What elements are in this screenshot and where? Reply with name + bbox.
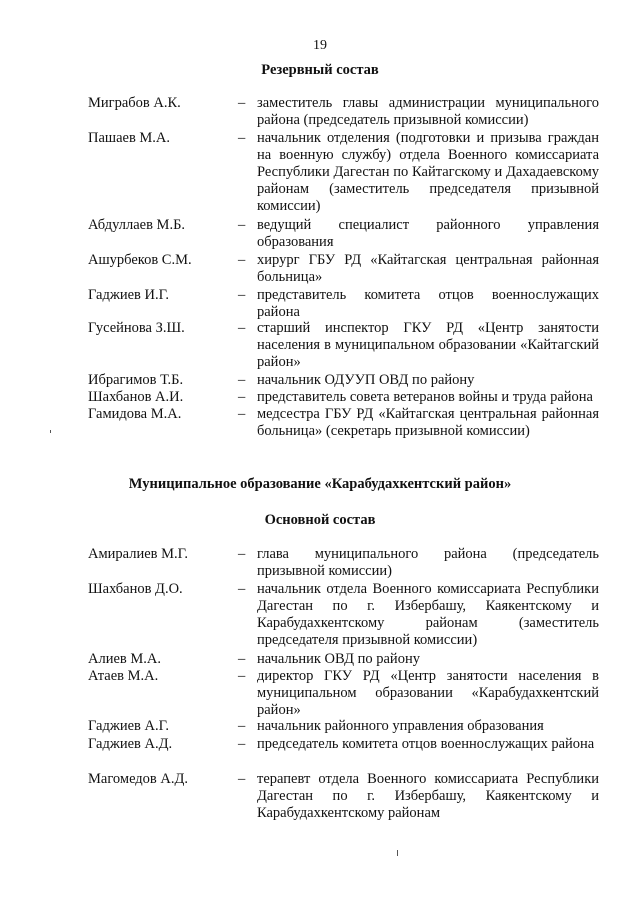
list-item [88,287,600,320]
member-role: начальник отделения (подготовки и призыва граждан на военную службу) отдела Военного комиссариата Республики Дагестан по Кайтагскому и Дахадаевскому районам (заместитель председателя призывной комиссии) [257,130,599,214]
dash-separator: – [238,651,246,667]
scan-artifact [50,430,51,433]
member-role: хирург ГБУ РД «Кайтагская центральная районная больница» [257,252,599,285]
member-name: Ашурбеков С.М. [88,252,192,268]
dash-separator: – [238,130,246,146]
member-role: начальник ОДУУП ОВД по району [257,372,475,388]
list-item [88,668,600,718]
list-item [88,771,600,821]
member-name: Гаджиев А.Г. [88,718,169,734]
member-role: терапевт отдела Военного комиссариата Республики Дагестан по г. Избербашу, Каякентскому и Карабудахкентскому районам [257,771,599,821]
member-role: начальник районного управления образования [257,718,544,734]
dash-separator: – [238,320,246,336]
member-name: Гаджиев А.Д. [88,736,173,752]
member-name: Миграбов А.К. [88,95,181,111]
dash-separator: – [238,718,246,734]
member-name: Пашаев М.А. [88,130,171,146]
list-item [88,546,600,579]
list-item [88,217,600,250]
dash-separator: – [238,668,246,684]
list-item [88,718,600,738]
member-name: Амиралиев М.Г. [88,546,189,562]
member-name: Гусейнова З.Ш. [88,320,185,336]
section-heading-reserve: Резервный состав [261,62,379,78]
list-item [88,320,600,370]
member-role: заместитель главы администрации муниципального района (председатель призывной комиссии) [257,95,599,128]
list-item [88,252,600,285]
dash-separator: – [238,372,246,388]
list-item [88,95,600,128]
list-item [88,581,600,648]
member-name: Гамидова М.А. [88,406,182,422]
member-name: Абдуллаев М.Б. [88,217,186,233]
list-item [88,406,600,439]
dash-separator: – [238,736,246,752]
dash-separator: – [238,546,246,562]
page-number: 19 [313,38,327,53]
dash-separator: – [238,581,246,597]
scan-artifact [397,850,398,856]
member-role: глава муниципального района (председатель призывной комиссии) [257,546,599,579]
member-role: представитель комитета отцов военнослужащих района [257,287,599,320]
member-name: Ибрагимов Т.Б. [88,372,184,388]
member-role: ведущий специалист районного управления образования [257,217,599,250]
list-item [88,130,600,214]
dash-separator: – [238,95,246,111]
section-heading-main: Основной состав [264,512,376,528]
member-name: Магомедов А.Д. [88,771,189,787]
member-role: начальник ОВД по району [257,651,420,667]
dash-separator: – [238,389,246,405]
member-name: Шахбанов Д.О. [88,581,183,597]
list-item [88,736,600,756]
dash-separator: – [238,771,246,787]
member-name: Атаев М.А. [88,668,159,684]
member-role: председатель комитета отцов военнослужащих района [257,736,595,752]
dash-separator: – [238,252,246,268]
dash-separator: – [238,287,246,303]
member-role: медсестра ГБУ РД «Кайтагская центральная районная больница» (секретарь призывной комиссии) [257,406,599,439]
section-heading-municipality: Муниципальное образование «Карабудахкентский район» [128,476,512,492]
member-role: старший инспектор ГКУ РД «Центр занятости населения в муниципальном образовании «Кайтагский район» [257,320,599,370]
member-name: Шахбанов А.И. [88,389,184,405]
member-role: директор ГКУ РД «Центр занятости населения в муниципальном образовании «Карабудахкентский район» [257,668,599,718]
dash-separator: – [238,217,246,233]
member-role: начальник отдела Военного комиссариата Республики Дагестан по г. Избербашу, Каякентскому и Карабудахкентскому районам (заместитель председателя призывной комиссии) [257,581,599,648]
member-role: представитель совета ветеранов войны и труда района [257,389,593,405]
dash-separator: – [238,406,246,422]
member-name: Гаджиев И.Г. [88,287,169,303]
member-name: Алиев М.А. [88,651,161,667]
